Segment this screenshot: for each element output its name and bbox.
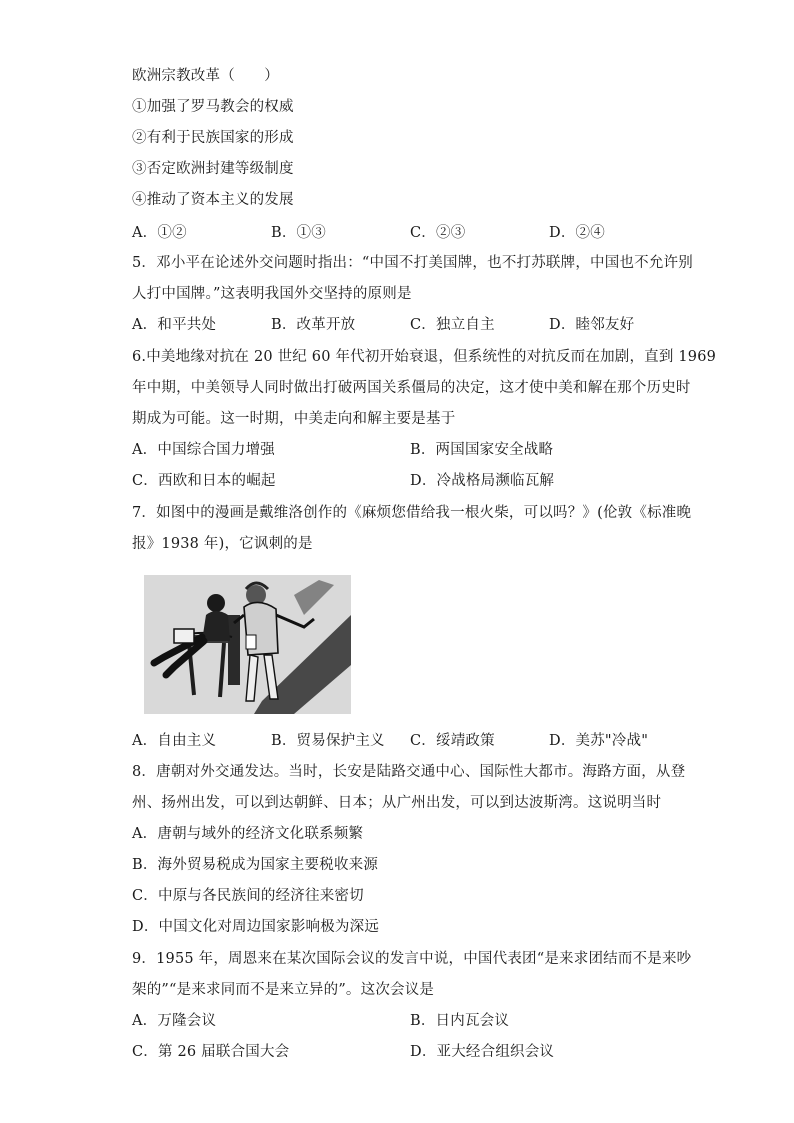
q6-option-a[interactable]: A．中国综合国力增强 [132,442,275,458]
q8-stem-line-2: 州、扬州出发，可以到达朝鲜、日本；从广州出发，可以到达波斯湾。这说明当时 [132,795,662,811]
q4-item-3: ③否定欧洲封建等级制度 [132,161,294,177]
q4-item-1: ①加强了罗马教会的权威 [132,99,294,115]
q9-option-c[interactable]: C．第 26 届联合国大会 [132,1044,290,1060]
q6-option-b[interactable]: B．两国国家安全战略 [410,442,554,458]
q5-stem-line-2: 人打中国牌。”这表明我国外交坚持的原则是 [132,286,412,302]
q5-option-d[interactable]: D．睦邻友好 [549,317,635,333]
q8-option-d[interactable]: D．中国文化对周边国家影响极为深远 [132,919,380,935]
q6-stem-line-1: 6.中美地缘对抗在 20 世纪 60 年代初开始衰退，但系统性的对抗反而在加剧，直到 1969 [132,349,717,365]
q7-option-d[interactable]: D．美苏"冷战" [549,733,649,749]
q4-option-c[interactable]: C．②③ [410,225,466,241]
q9-option-b[interactable]: B．日内瓦会议 [410,1013,510,1029]
q8-stem-line-1: 8．唐朝对外交通发达。当时，长安是陆路交通中心、国际性大都市。海路方面，从登 [132,764,686,780]
q6-option-d[interactable]: D．冷战格局濒临瓦解 [410,473,555,489]
q4-stem: 欧洲宗教改革（ ） [132,68,279,84]
q5-option-a[interactable]: A．和平共处 [132,317,217,333]
q4-option-d[interactable]: D．②④ [549,225,605,241]
q7-option-b[interactable]: B．贸易保护主义 [271,733,385,749]
q4-item-4: ④推动了资本主义的发展 [132,192,294,208]
political-cartoon-image [144,575,351,714]
q9-option-a[interactable]: A．万隆会议 [132,1013,217,1029]
q5-option-c[interactable]: C．独立自主 [410,317,495,333]
q6-option-c[interactable]: C．西欧和日本的崛起 [132,473,276,489]
q7-stem-line-1: 7．如图中的漫画是戴维洛创作的《麻烦您借给我一根火柴，可以吗？》(伦敦《标准晚 [132,505,692,521]
q7-stem-line-2: 报》1938 年)，它讽刺的是 [132,536,313,552]
q5-option-b[interactable]: B．改革开放 [271,317,356,333]
q6-stem-line-3: 期成为可能。这一时期，中美走向和解主要是基于 [132,411,456,427]
q6-stem-line-2: 年中期，中美领导人同时做出打破两国关系僵局的决定，这才使中美和解在那个历史时 [132,380,691,396]
q4-item-2: ②有利于民族国家的形成 [132,130,294,146]
q4-option-b[interactable]: B．①③ [271,225,326,241]
q9-option-d[interactable]: D．亚大经合组织会议 [410,1044,555,1060]
q7-option-a[interactable]: A．自由主义 [132,733,217,749]
q9-stem-line-2: 架的”“是来求同而不是来立异的”。这次会议是 [132,982,435,998]
q8-option-b[interactable]: B．海外贸易税成为国家主要税收来源 [132,857,379,873]
q7-option-c[interactable]: C．绥靖政策 [410,733,495,749]
q8-option-a[interactable]: A．唐朝与域外的经济文化联系频繁 [132,826,364,842]
q5-stem-line-1: 5．邓小平在论述外交问题时指出：“中国不打美国牌，也不打苏联牌，中国也不允许别 [132,255,693,271]
q4-option-a[interactable]: A．①② [132,225,187,241]
q9-stem-line-1: 9．1955 年，周恩来在某次国际会议的发言中说，中国代表团“是来求团结而不是来吵 [132,951,692,967]
q8-option-c[interactable]: C．中原与各民族间的经济往来密切 [132,888,364,904]
